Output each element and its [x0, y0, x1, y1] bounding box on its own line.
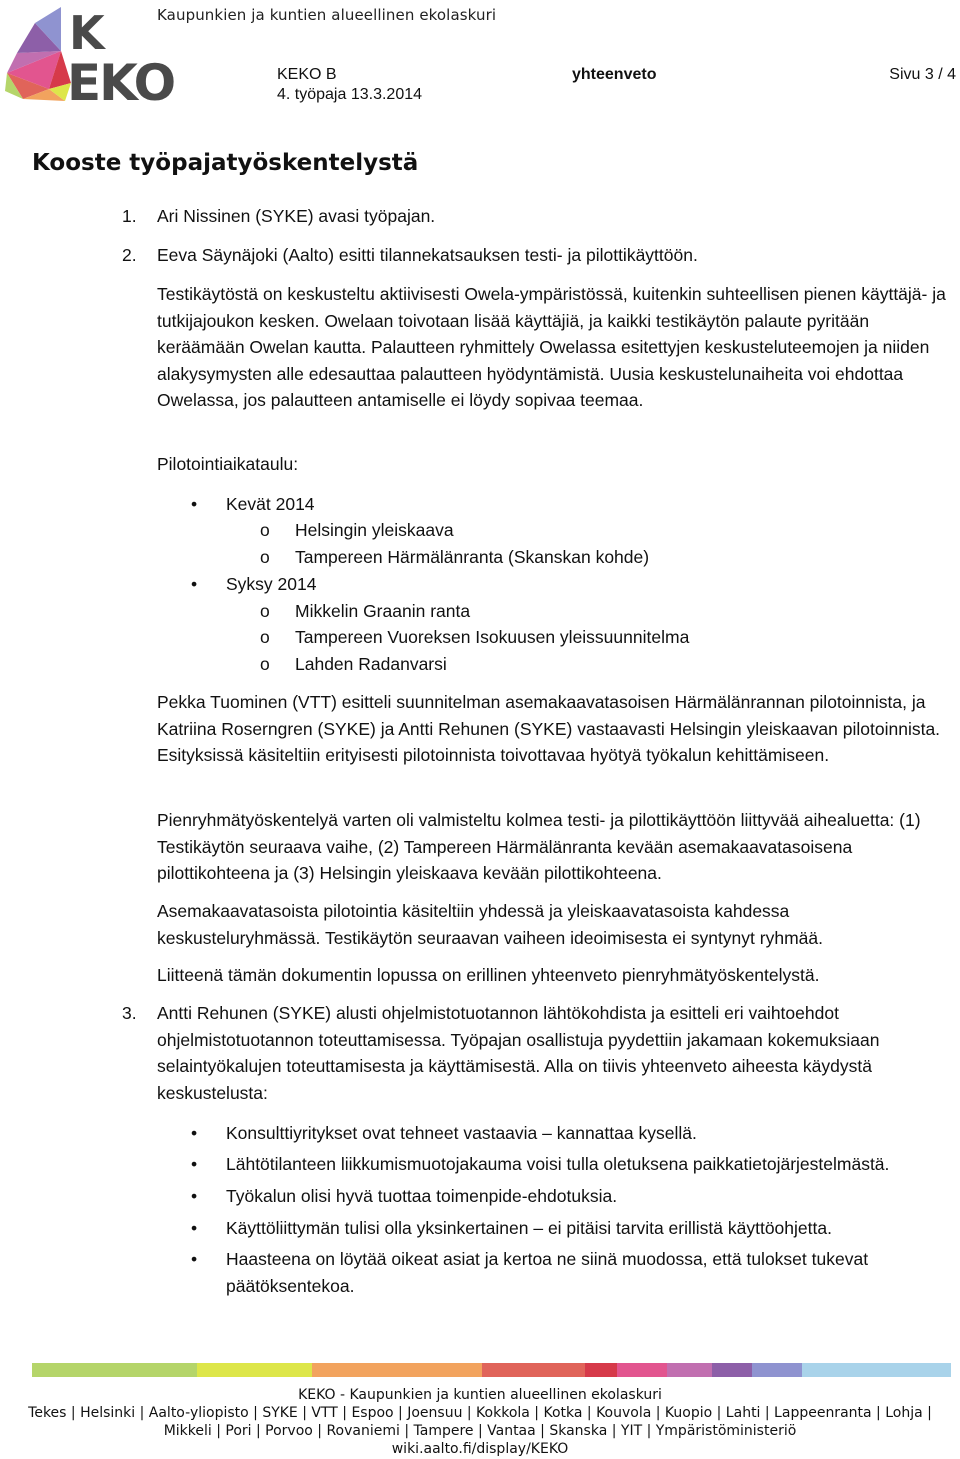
pienryhma-paragraph: Pienryhmätyöskentelyä varten oli valmisteltu kolmea testi- ja pilottikäyttöön liittyvää aihealuetta: (1) Testikäytön seuraava vaihe, (2) Tampereen Härmälänranta kevään asemakaavatasoisena pilottikohteena ja (3) Helsingin yleiskaava kevään pilottikohteena.	[157, 810, 921, 883]
keko-logo	[3, 3, 183, 103]
bar-segment	[802, 1363, 951, 1377]
bar-segment	[197, 1363, 312, 1377]
pilotointiaikataulu-label: Pilotointiaikataulu:	[157, 454, 299, 474]
schedule-kevat-item: Tampereen Härmälänranta (Skanskan kohde)	[295, 547, 650, 567]
footer-color-bar	[32, 1363, 951, 1377]
list-number-1: 1.	[122, 206, 137, 226]
pekka-paragraph: Pekka Tuominen (VTT) esitteli suunnitelman asemakaavatasoisen Härmälänrannan pilotoinnista, ja Katriina Roserngren (SYKE) ja Antti Rehunen (SYKE) vastaavasti Helsingin yleiskaavan pilotoinnista. Esityksissä käsiteltiin erityisesti pilotoinnista toivottavaa hyötyä työkalun kehittämiseen.	[157, 692, 941, 765]
sub-marker: o	[260, 627, 270, 647]
discussion-point: Työkalun olisi hyvä tuottaa toimenpide-ehdotuksia.	[226, 1186, 618, 1206]
header-page-number: Sivu 3 / 4	[889, 66, 956, 83]
schedule-syksy-item: Tampereen Vuoreksen Isokuusen yleissuunnitelma	[295, 627, 690, 647]
bullet-marker: •	[191, 1218, 198, 1238]
bar-segment	[482, 1363, 585, 1377]
sub-marker: o	[260, 547, 270, 567]
header-workshop-date: 4. työpaja 13.3.2014	[277, 86, 423, 103]
bullet-marker: •	[191, 574, 198, 594]
schedule-syksy: Syksy 2014	[226, 574, 317, 594]
bullet-marker: •	[191, 494, 198, 514]
schedule-kevat: Kevät 2014	[226, 494, 315, 514]
footer-link[interactable]: wiki.aalto.fi/display/KEKO	[391, 1441, 569, 1457]
sub-marker: o	[260, 520, 270, 540]
item-2-text: Eeva Säynäjoki (Aalto) esitti tilannekatsauksen testi- ja pilottikäyttöön.	[157, 245, 698, 265]
item-1-text: Ari Nissinen (SYKE) avasi työpajan.	[157, 206, 436, 226]
schedule-kevat-item: Helsingin yleiskaava	[295, 520, 454, 540]
logo-k: K	[69, 6, 105, 60]
bar-segment	[752, 1363, 802, 1377]
bar-segment	[667, 1363, 712, 1377]
header-doc-title: yhteenveto	[572, 66, 657, 83]
logo-eko: EKO	[67, 54, 175, 103]
list-number-3: 3.	[122, 1003, 137, 1023]
footer-partners-1: Tekes | Helsinki | Aalto-yliopisto | SYKE | VTT | Espoo | Joensuu | Kokkola | Kotka | Kouvola | Kuopio | Lahti | Lappeenranta | Lohja |	[28, 1405, 932, 1421]
schedule-syksy-item: Mikkelin Graanin ranta	[295, 601, 471, 621]
item-3-text: Antti Rehunen (SYKE) alusti ohjelmistotuotannon lähtökohdista ja esitteli eri vaihtoehdot ohjelmistotuotannon toteuttamisessa. Työpajan osallistuja pyydettiin jakamaan kokemuksiaan selaintyökalujen toteuttamisesta ja käyttämisestä. Alla on tiivis yhteenveto aiheesta käydystä keskustelusta:	[157, 1003, 880, 1103]
discussion-point: Käyttöliittymän tulisi olla yksinkertainen – ei pitäisi tarvita erillistä käyttöohjetta.	[226, 1218, 832, 1238]
bar-segment	[617, 1363, 667, 1377]
bar-segment	[712, 1363, 752, 1377]
bar-segment	[312, 1363, 482, 1377]
discussion-point: Haasteena on löytää oikeat asiat ja kertoa ne siinä muodossa, että tulokset tukevat päätöksentekoa.	[226, 1249, 869, 1296]
header-tagline: Kaupunkien ja kuntien alueellinen ekolaskuri	[157, 6, 497, 24]
testikaytto-paragraph: Testikäytöstä on keskusteltu aktiivisesti Owela-ympäristössä, kuitenkin suhteellisen pienen käyttäjä- ja tutkijajoukon kesken. Owelaan toivotaan lisää käyttäjiä, ja kaikki testikäytön palaute pyritään keräämään Owelan kautta. Palautteen ryhmittely Owelassa esitettyjen keskusteluteemojen ja niiden alakysymysten alle edesauttaa palautteen hyödyntämistä. Uusia keskustelunaiheita voi ehdottaa Owelassa, jos palautteen antamiselle ei löydy sopivaa teemaa.	[157, 284, 946, 410]
header-doc-name: KEKO B	[277, 66, 337, 83]
page-title: Kooste työpajatyöskentelystä	[32, 150, 419, 176]
schedule-syksy-item: Lahden Radanvarsi	[295, 654, 447, 674]
footer-title: KEKO - Kaupunkien ja kuntien alueellinen ekolaskuri	[298, 1387, 662, 1403]
bullet-marker: •	[191, 1123, 198, 1143]
list-number-2: 2.	[122, 245, 137, 265]
liitteena-paragraph: Liitteenä tämän dokumentin lopussa on erillinen yhteenveto pienryhmätyöskentelystä.	[157, 965, 820, 985]
bullet-marker: •	[191, 1186, 198, 1206]
bullet-marker: •	[191, 1154, 198, 1174]
bar-segment	[32, 1363, 197, 1377]
bullet-marker: •	[191, 1249, 198, 1269]
footer-partners-2: Mikkeli | Pori | Porvoo | Rovaniemi | Tampere | Vantaa | Skanska | YIT | Ympäristöministeriö	[163, 1423, 797, 1439]
discussion-point: Konsulttiyritykset ovat tehneet vastaavia – kannattaa kysellä.	[226, 1123, 697, 1143]
sub-marker: o	[260, 601, 270, 621]
sub-marker: o	[260, 654, 270, 674]
discussion-point: Lähtötilanteen liikkumismuotojakauma voisi tulla oletuksena paikkatietojärjestelmästä.	[226, 1154, 890, 1174]
asemakaava-paragraph: Asemakaavatasoista pilotointia käsiteltiin yhdessä ja yleiskaavatasoista kahdessa keskusteluryhmässä. Testikäytön seuraavan vaiheen ideoimisesta ei syntynyt ryhmää.	[157, 901, 823, 948]
bar-segment	[585, 1363, 617, 1377]
